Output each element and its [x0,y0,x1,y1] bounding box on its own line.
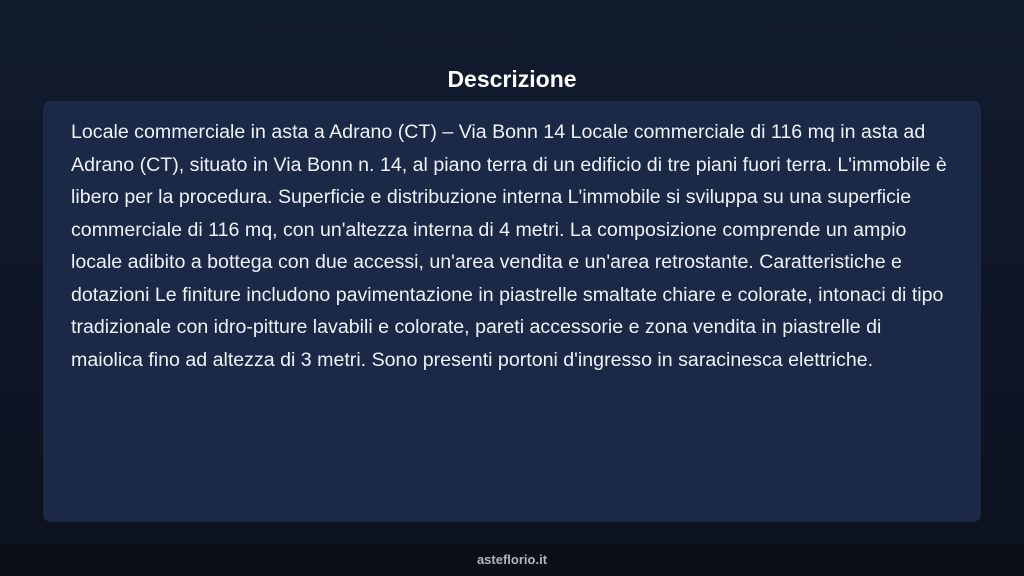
footer-brand: asteflorio.it [476,552,548,567]
description-card [43,101,981,522]
description-text: Locale commerciale in asta a Adrano (CT) – Via Bonn 14 Locale commerciale di 116 mq in asta ad Adrano (CT), situato in Via Bonn n. 14, al piano terra di un edificio di tre piani fuori terra. L'immobile è libero per la procedura. Superficie e distribuzione interna L'immobile si sviluppa su una superficie commerciale di 116 mq, con un'altezza interna di 4 metri. La composizione comprende un ampio locale adibito a bottega con due accessi, un'area vendita e un'area retrostante. Caratteristiche e dotazioni Le finiture includono pavimentazione in piastrelle smaltate chiare e colorate, intonaci di tipo tradizionale con idro-pitture lavabili e colorate, pareti accessorie e zona vendita in piastrelle di maiolica fino ad altezza di 3 metri. Sono presenti portoni d'ingresso in saracinesca elettriche. [71,121,947,371]
footer-bar [0,544,1024,576]
section-title: Descrizione [447,66,577,93]
